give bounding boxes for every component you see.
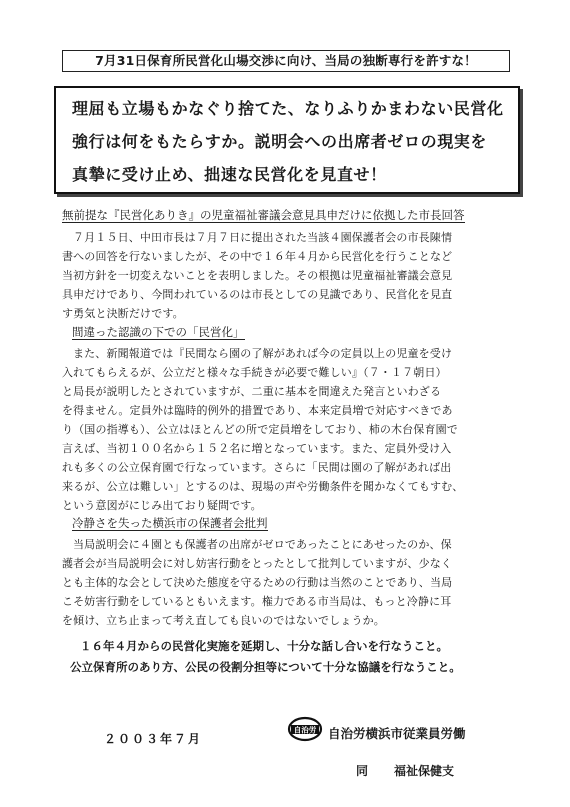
svg-text:自治労: 自治労 [293, 725, 317, 735]
paragraph-line: す勇気と決断だけです。 [62, 307, 184, 320]
paragraph-line: ７月１５日、中田市長は７月７日に提出された当該４園保護者会の市長陳情 [73, 231, 453, 244]
section-heading-3: 冷静さを失った横浜市の保護者会批判 [72, 516, 268, 530]
organization-name: 自治労横浜市従業員労働 [328, 726, 466, 741]
headline-box [54, 86, 520, 194]
issue-date: ２００３年７月 [104, 732, 203, 746]
same-mark: 同 [356, 764, 369, 778]
paragraph-line: 入れてもらえるが、公立だと様々な手続きが必要で難しい』（７・１７朝日） [62, 366, 447, 379]
section-heading-1: 無前提な『民営化ありき』の児童福祉審議会意見具申だけに依拠した市長回答 [62, 208, 465, 222]
headline-line-1: 理屈も立場もかなぐり捨てた、なりふりかまわない民営化 [72, 99, 504, 118]
paragraph-line: こそ妨害行動をしているともいえます。権力である市当局は、もっと冷静に耳 [62, 595, 452, 608]
paragraph-line: とも主体的な会として決めた態度を守るための行動は当然のことであり、当局 [62, 576, 453, 589]
demand-line-2: 公立保育所のあり方、公民の役割分担等について十分な協議を行なうこと。 [70, 660, 461, 674]
headline-line-3: 真摯に受け止め、拙速な民営化を見直せ！ [72, 165, 387, 184]
section-heading-2: 間違った認識の下での「民営化」 [72, 325, 245, 339]
paragraph-line: り（国の指導も）、公立はほとんどの所で定員増をしており、柿の木台保育園で [62, 423, 458, 436]
union-logo [287, 716, 323, 742]
organization-branch [356, 762, 480, 779]
demand-line-1: １６年４月からの民営化実施を延期し、十分な話し合いを行なうこと。 [80, 639, 448, 653]
paragraph-line: 当局説明会に４園とも保護者の出席がゼロであったことにあせったのか、保 [73, 538, 452, 551]
paragraph-line: 具申だけであり、今問われているのは市長としての見識であり、民営化を見直 [62, 288, 453, 301]
paragraph-line: を得ません。定員外は臨時的例外的措置であり、本来定員増で対応すべきであ [62, 404, 453, 417]
paragraph-line: 来るが、公立は難しい」とするのは、現場の声や労働条件を聞かなくてもすむ、 [62, 480, 464, 493]
branch-name: 福祉保健支 [394, 764, 455, 778]
paragraph-line: 書への回答を行ないましたが、その中で１６年４月から民営化を行うことなど [62, 250, 453, 263]
section-body-2 [62, 344, 520, 515]
paragraph-line: れも多くの公立保育園で行なっています。さらに「民間は園の了解があれば出 [62, 461, 452, 474]
paragraph-line: 当初方針を一切変えないことを表明しました。その根拠は児童福祉審議会意見 [62, 269, 453, 282]
section-body-1 [62, 228, 520, 323]
top-banner: 7月31日保育所民営化山場交渉に向け、当局の独断専行を許すな！ [62, 50, 510, 72]
paragraph-line: という意図がにじみ出ており疑問です。 [62, 499, 262, 512]
paragraph-line: 護者会が当局説明会に対し妨害行動をとったとして批判していますが、少なく [62, 557, 453, 570]
paragraph-line: を傾け、立ち止まって考え直しても良いのではないでしょうか。 [62, 614, 385, 627]
paragraph-line: と局長が説明したとされていますが、二重に基本を間違えた発言といわざる [62, 385, 442, 398]
section-body-3 [62, 535, 520, 630]
paragraph-line: また、新聞報道では『民間なら園の了解があれば今の定員以上の児童を受け [73, 347, 453, 360]
paragraph-line: 言えば、当初１００名から１５２名に増となっています。また、定員外受け入 [62, 442, 452, 455]
headline-line-2: 強行は何をもたらすか。説明会への出席者ゼロの現実を [72, 132, 488, 151]
